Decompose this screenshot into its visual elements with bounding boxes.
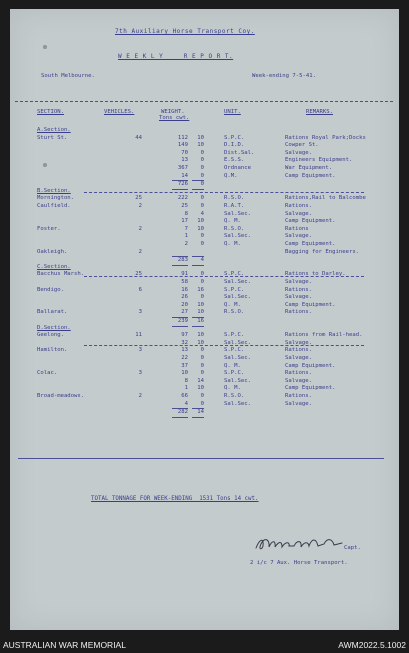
cell-tons: 239 [172,317,188,327]
cell-cwt: 0 [200,294,204,301]
cell-cwt [192,325,204,333]
cell-cwt: 10 [197,332,204,339]
cell-section: B.Section. [37,187,71,194]
table-row [10,332,399,340]
cell-section [37,157,117,165]
cell-section [37,180,117,188]
cell-vehicles [120,401,142,409]
cell-remarks: Rations to Darley. [285,271,346,278]
table-row [10,340,399,348]
cell-cwt: 10 [197,385,204,392]
table-row [10,256,399,264]
cell-unit: S.P.C. [224,134,245,141]
cell-tons: 222 [177,195,188,202]
cell-section [37,279,117,287]
table-row [10,233,399,241]
cell-section: Hamilton. [37,347,68,354]
table-end-rule [18,458,384,459]
cell-unit: Sal.Sec. [224,355,251,361]
cell-section [37,173,117,181]
cell-section [37,150,117,158]
total-tonnage: TOTAL TONNAGE FOR WEEK-ENDING 1531 Tons 14 cwt. [91,496,259,502]
cell-vehicles [120,256,142,264]
cell-vehicles [120,385,142,393]
col-header-unit: UNIT. [224,109,241,115]
table-row [10,203,399,211]
cell-tons: 13 [181,347,188,354]
table-row [10,408,399,416]
cell-section: Ballarat. [37,309,68,316]
col-header-weight-units: Tons cwt. [159,115,190,121]
cell-vehicles: 3 [138,309,142,316]
cell-cwt: 16 [197,286,204,293]
cell-cwt: 0 [200,203,204,209]
cell-vehicles [120,127,142,135]
cell-unit: R.S.O. [224,309,245,316]
cell-vehicles [120,150,142,158]
cell-cwt: 4 [192,256,204,266]
cell-section [37,256,117,264]
cell-unit: Sal.Sec. [224,294,251,301]
col-header-vehicles: VEHICLES. [104,109,135,115]
cell-cwt: 0 [200,157,204,164]
cell-vehicles [120,180,142,188]
cell-vehicles [120,355,142,363]
cell-tons: 25 [181,203,188,209]
cell-tons: 66 [181,393,188,399]
table-row [10,325,399,333]
cell-cwt: 0 [200,362,204,369]
cell-vehicles [120,408,142,416]
cell-remarks: Camp Equipment. [285,385,336,392]
cell-cwt: 0 [192,180,204,190]
cell-tons: 26 [181,294,188,301]
cell-vehicles: 3 [138,370,142,377]
location: South Melbourne. [41,73,95,79]
cell-remarks: Cowper St. [285,142,319,149]
cell-unit [224,325,274,333]
cell-vehicles: 2 [138,248,142,255]
cell-tons: 32 [181,339,188,346]
cell-tons: 2 [184,241,188,247]
cell-cwt: 10 [197,225,204,232]
cell-vehicles: 11 [135,332,142,339]
cell-remarks: Rations. [285,309,312,316]
cell-section [37,142,117,150]
table-row [10,370,399,378]
cell-tons: 17 [181,218,188,225]
cell-tons: 13 [181,157,188,164]
cell-unit: Q. M. [224,218,241,225]
cell-cwt: 4 [200,210,204,217]
table-row [10,142,399,150]
cell-vehicles [120,211,142,219]
cell-remarks: Salvage. [285,294,312,301]
cell-remarks: Bagging for Engineers. [285,248,360,255]
table-row [10,264,399,272]
cell-cwt: 0 [200,370,204,377]
cell-remarks: Rations Royal Park;Docks [285,134,366,141]
cell-tons: 58 [181,279,188,285]
cell-vehicles [120,294,142,302]
cell-section: D.Section. [37,324,71,331]
cell-unit: R.S.O. [224,195,245,202]
cell-cwt: 0 [200,195,204,202]
table-row [10,195,399,203]
punch-hole [43,45,47,49]
cell-tons: 16 [181,286,188,293]
cell-remarks: Camp Equipment. [285,172,336,179]
col-header-section: SECTION. [37,109,64,115]
cell-vehicles: 25 [135,271,142,278]
cell-cwt: 0 [200,355,204,361]
cell-unit: S.P.C. [224,347,245,354]
cell-vehicles [120,279,142,287]
cell-remarks: Salvage. [285,233,312,240]
cell-remarks: War Equipment. [285,165,333,171]
table-row [10,157,399,165]
cell-tons [172,127,188,135]
cell-remarks: Salvage. [285,377,312,384]
cell-remarks: Rations,Rail to Balcombe [285,195,366,202]
cell-section: Bacchus Marsh. [37,271,85,278]
cell-section [37,294,117,302]
cell-vehicles [120,165,142,173]
cell-section: Bendigo. [37,286,64,293]
cell-remarks: Salvage. [285,355,312,361]
table-row [10,165,399,173]
table-row [10,135,399,143]
cell-tons: 367 [177,165,188,171]
cell-tons: 70 [181,149,188,156]
cell-cwt: 0 [200,233,204,240]
cell-section [37,401,117,409]
cell-tons [172,264,188,272]
cell-cwt: 0 [200,271,204,278]
cell-unit: R.S.O. [224,225,245,232]
cell-section [37,363,117,371]
cell-cwt: 0 [200,241,204,247]
cell-tons: 7 [184,225,188,232]
table-row [10,355,399,363]
signature-role: 2 i/c 7 Aux. Horse Transport. [250,560,348,566]
cell-tons [172,325,188,333]
cell-vehicles [120,233,142,241]
table-row [10,241,399,249]
cell-unit [224,317,274,325]
cell-unit: Q. M. [224,301,241,308]
cell-tons: 1 [184,233,188,240]
cell-section [37,378,117,386]
cell-cwt: 0 [200,172,204,179]
cell-unit: Sal.Sec. [224,233,251,240]
cell-section: Mornington. [37,195,75,202]
cell-section: Sturt St. [37,134,68,141]
cell-cwt: 0 [200,149,204,156]
cell-section [37,218,117,226]
cell-remarks: Salvage. [285,149,312,156]
cell-tons: 283 [172,256,188,266]
cell-vehicles [120,218,142,226]
cell-cwt [192,127,204,135]
table-row [10,385,399,393]
cell-vehicles [120,317,142,325]
cell-unit: Sal.Sec. [224,210,251,217]
cell-vehicles [120,325,142,333]
cell-section: Colac. [37,370,58,377]
cell-unit [224,127,274,135]
cell-remarks: Salvage. [285,400,312,407]
cell-vehicles [120,302,142,310]
cell-remarks: Rations. [285,286,312,293]
cell-remarks [285,317,397,325]
cell-unit: Sal.Sec. [224,377,251,384]
table-row [10,287,399,295]
cell-tons: 149 [177,142,188,149]
cell-tons: 1 [184,385,188,392]
table-row [10,378,399,386]
cell-vehicles: 44 [135,134,142,141]
cell-vehicles [120,142,142,150]
cell-vehicles [120,264,142,272]
cell-remarks: Rations. [285,393,312,399]
cell-unit: Sal.Sec. [224,400,251,407]
cell-unit: D.I.D. [224,142,245,149]
table-row [10,279,399,287]
cell-cwt [192,249,204,257]
cell-cwt: 0 [200,347,204,354]
cell-cwt [192,264,204,272]
table-row [10,401,399,409]
cell-section [37,233,117,241]
cell-vehicles: 2 [138,225,142,232]
cell-section [37,302,117,310]
cell-remarks: Rations [285,225,309,232]
cell-unit: E.S.S. [224,157,245,164]
cell-tons: 22 [181,355,188,361]
cell-remarks: Rations. [285,347,312,354]
signature-scribble [252,532,348,554]
cell-remarks [285,264,397,272]
section-divider [84,345,364,346]
table-row [10,347,399,355]
cell-tons: 112 [177,134,188,141]
cell-tons: 10 [181,370,188,377]
week-ending: Week-ending 7-5-41. [252,73,316,79]
cell-remarks [285,325,397,333]
cell-vehicles [120,340,142,348]
archive-caption [0,637,409,653]
cell-unit: Q. M. [224,385,241,392]
cell-remarks [285,180,397,188]
report-title: W E E K L Y R E P O R T. [118,53,234,60]
table-row [10,249,399,257]
cell-tons: 97 [181,332,188,339]
cell-cwt: 0 [200,165,204,171]
cell-unit [224,249,274,257]
cell-section [37,385,117,393]
table-row [10,363,399,371]
col-header-remarks: REMARKS. [306,109,333,115]
archive-name: AUSTRALIAN WAR MEMORIAL [3,640,126,650]
cell-cwt: 0 [200,400,204,407]
cell-unit: Q. M. [224,241,241,247]
cell-section [37,340,117,348]
col-header-weight: WEIGHT. [161,109,185,115]
cell-section: Caulfield. [37,203,71,209]
cell-section: Broad-meadows. [37,393,85,399]
table-row [10,226,399,234]
cell-tons: 8 [184,210,188,217]
cell-remarks: Camp Equipment. [285,241,336,247]
cell-section: Oakleigh. [37,248,68,255]
cell-tons: 27 [181,309,188,316]
cell-vehicles: 25 [135,195,142,202]
cell-section: Geelong. [37,332,64,339]
header-rule [15,101,393,102]
cell-tons: 4 [184,400,188,407]
cell-cwt: 0 [200,279,204,285]
cell-remarks: Camp Equipment. [285,362,336,369]
document-page [10,9,399,630]
cell-remarks: Rations. [285,370,312,377]
cell-tons: 14 [181,172,188,179]
cell-remarks [285,127,397,135]
cell-tons: 20 [181,301,188,308]
cell-cwt: 10 [197,218,204,225]
cell-remarks: Salvage. [285,279,312,285]
cell-cwt: 10 [197,309,204,316]
table-row [10,211,399,219]
cell-unit: S.P.C. [224,286,245,293]
cell-section [37,241,117,249]
table-row [10,150,399,158]
cell-unit: Q. M. [224,362,241,369]
cell-unit: Sal.Sec. [224,339,251,346]
cell-unit: S.P.C. [224,370,245,377]
table-row [10,309,399,317]
cell-remarks [285,256,397,264]
cell-unit [224,256,274,264]
cell-remarks [285,408,397,416]
table-row [10,180,399,188]
cell-unit: Q.M. [224,172,238,179]
cell-remarks: Rations. [285,203,312,209]
cell-section: A.Section. [37,127,71,133]
cell-remarks: Engineers Equipment. [285,157,353,164]
cell-vehicles [120,363,142,371]
cell-cwt: 10 [197,339,204,346]
cell-unit: Sal.Sec. [224,279,251,285]
cell-remarks: Salvage. [285,210,312,217]
cell-unit: R.A.T. [224,203,245,209]
cell-remarks: Salvage. [285,339,312,346]
cell-unit [224,408,274,416]
table-row [10,294,399,302]
cell-tons: 282 [172,408,188,418]
cell-remarks: Camp Equipment. [285,218,336,225]
cell-tons [172,249,188,257]
cell-vehicles: 2 [138,393,142,399]
table-row [10,393,399,401]
cell-cwt: 14 [197,377,204,384]
cell-cwt: 10 [197,142,204,149]
cell-unit [224,180,274,188]
archive-reference: AWM2022.5.1002 [338,640,406,650]
cell-remarks: Camp Equipment. [285,301,336,308]
cell-section [37,211,117,219]
cell-vehicles [120,173,142,181]
cell-vehicles: 2 [138,203,142,209]
cell-unit: Dist.Sal. [224,149,255,156]
cell-section: Foster. [37,225,61,232]
cell-cwt: 10 [197,301,204,308]
cell-cwt: 0 [200,393,204,399]
cell-cwt: 10 [197,134,204,141]
cell-vehicles: 6 [138,286,142,293]
table-row [10,127,399,135]
cell-section [37,408,117,416]
signature-rank: Capt. [344,545,361,551]
cell-unit: S.P.C. [224,271,245,278]
cell-tons: 91 [181,271,188,278]
unit-heading: 7th Auxiliary Horse Transport Coy. [115,28,255,35]
cell-section: C.Section. [37,263,71,270]
section-divider [84,276,364,277]
cell-unit [224,264,274,272]
cell-tons: 8 [184,377,188,384]
cell-vehicles: 3 [138,347,142,354]
cell-unit: S.P.C. [224,332,245,339]
cell-cwt: 14 [192,408,204,418]
cell-section [37,317,117,325]
cell-vehicles [120,241,142,249]
cell-cwt: 16 [192,317,204,327]
section-divider [84,192,364,193]
cell-section [37,355,117,363]
cell-vehicles [120,157,142,165]
table-row [10,173,399,181]
cell-tons: 37 [181,362,188,369]
cell-unit: Ordnance [224,165,251,171]
table-row [10,218,399,226]
cell-section [37,165,117,173]
table-row [10,302,399,310]
cell-unit: R.S.O. [224,393,245,399]
table-row [10,317,399,325]
cell-tons: 726 [172,180,188,190]
cell-vehicles [120,378,142,386]
cell-remarks: Rations from Rail-head. [285,332,363,339]
